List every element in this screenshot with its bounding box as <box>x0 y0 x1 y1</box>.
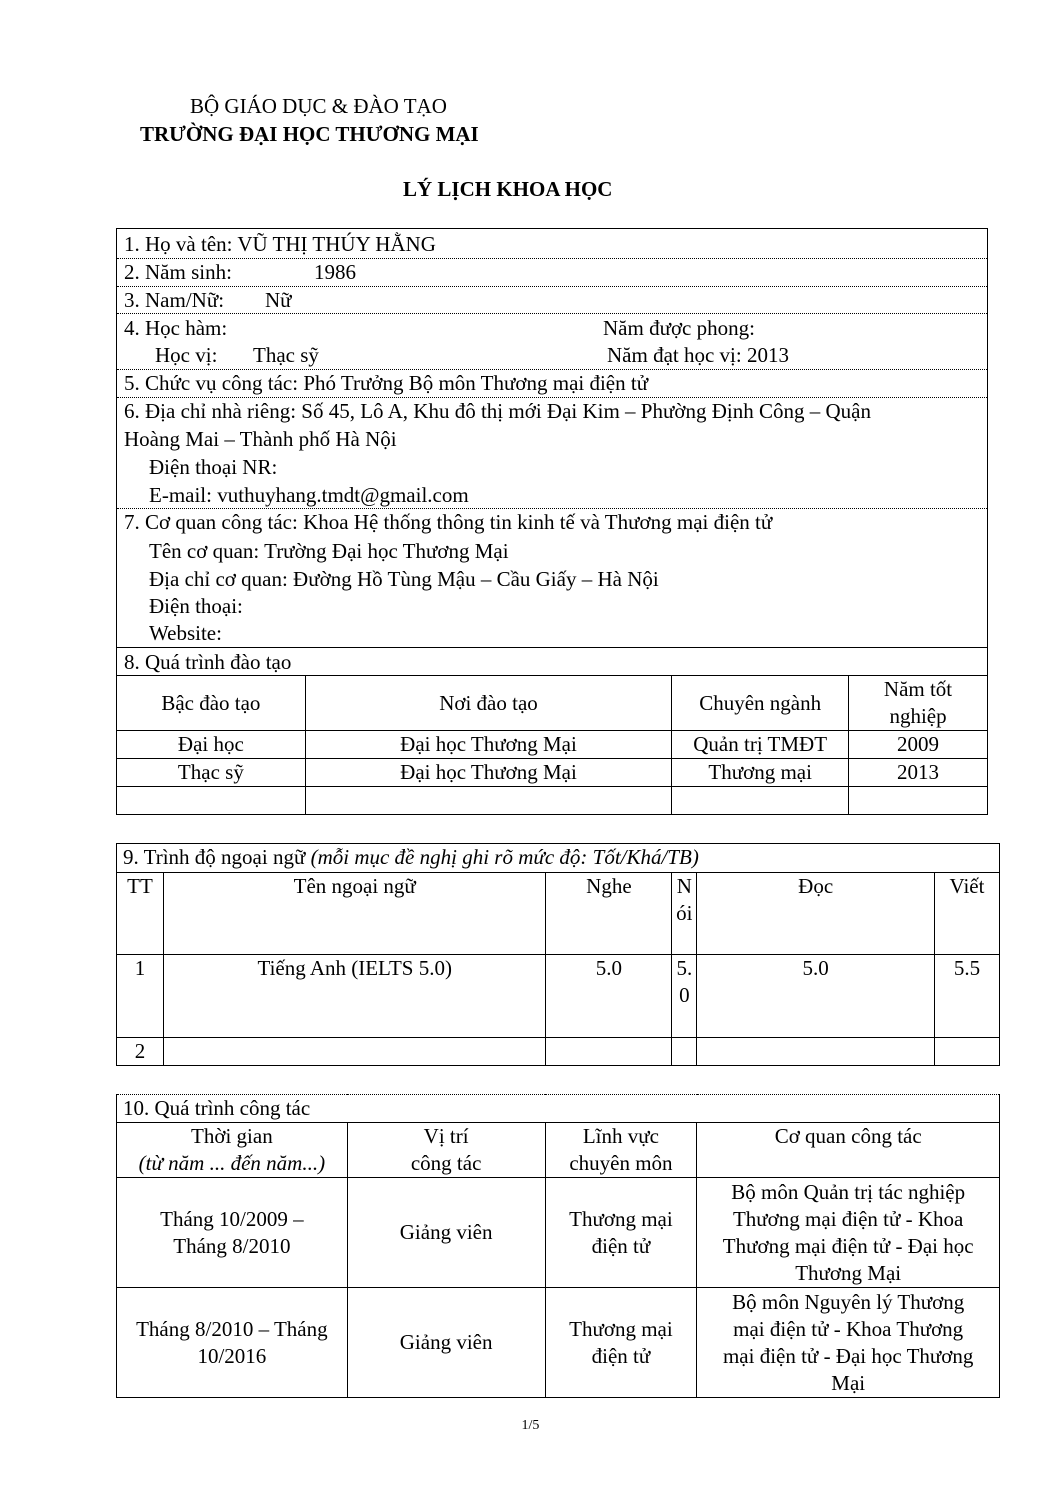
edu-cell-level: Đại học <box>117 731 306 759</box>
website-label: Website: <box>149 621 222 645</box>
work-agency-line4: Mại <box>831 1370 866 1395</box>
lang-cell-speaking <box>672 1038 697 1066</box>
languages-table <box>116 843 1000 1066</box>
work-header-agency: Cơ quan công tác <box>697 1123 1000 1178</box>
lang-cell-reading <box>697 1038 935 1066</box>
degree-year: Năm đạt học vị: 2013 <box>607 343 789 367</box>
lang-cell-index: 1 <box>117 955 164 1038</box>
edu-cell-level <box>117 787 306 815</box>
lang-cell-name: Tiếng Anh (IELTS 5.0) <box>163 955 546 1038</box>
languages-title-text: 9. Trình độ ngoại ngữ <box>123 845 311 869</box>
work-cell-agency <box>697 1288 1000 1398</box>
work-time-line2: 10/2016 <box>197 1343 267 1368</box>
work-header-position <box>347 1123 545 1178</box>
lang-cell-index: 2 <box>117 1038 164 1066</box>
university-name: TRƯỜNG ĐẠI HỌC THƯƠNG MẠI <box>140 122 479 146</box>
edu-cell-school <box>305 787 672 815</box>
edu-header-school: Nơi đào tạo <box>305 676 672 731</box>
name-field: 1. Họ và tên: VŨ THỊ THÚY HẰNG <box>124 232 436 256</box>
lang-header-listening: Nghe <box>546 873 672 955</box>
lang-cell-listening: 5.0 <box>546 955 672 1038</box>
edu-header-level: Bậc đào tạo <box>117 676 306 731</box>
lang-header-writing: Viết <box>935 873 1000 955</box>
work-header-time <box>117 1123 348 1178</box>
personal-info-section <box>116 228 988 676</box>
work-cell-agency <box>697 1178 1000 1288</box>
ministry-name: BỘ GIÁO DỤC & ĐÀO TẠO <box>190 94 447 118</box>
academic-rank-label: 4. Học hàm: <box>124 316 228 340</box>
lang-header-name: Tên ngoại ngữ <box>163 873 546 955</box>
work-field-line1: Thương mại <box>569 1316 673 1341</box>
agency-field: 7. Cơ quan công tác: Khoa Hệ thống thông tin kinh tế và Thương mại điện tử <box>124 510 773 534</box>
languages-section-title <box>117 844 1000 873</box>
work-cell-position: Giảng viên <box>347 1288 545 1398</box>
work-header-position-line1: Vị trí <box>423 1124 469 1148</box>
work-cell-time <box>117 1178 348 1288</box>
edu-cell-school: Đại học Thương Mại <box>305 759 672 787</box>
edu-header-major: Chuyên ngành <box>672 676 849 731</box>
agency-phone-label: Điện thoại: <box>149 594 243 618</box>
edu-cell-year: 2013 <box>849 759 988 787</box>
work-header-time-label: Thời gian <box>191 1124 273 1148</box>
table-row <box>117 1038 1000 1066</box>
lang-cell-reading: 5.0 <box>697 955 935 1038</box>
work-agency-line2: Thương mại điện tử - Khoa <box>732 1206 964 1231</box>
degree-value: Thạc sỹ <box>253 343 319 367</box>
lang-header-reading: Đọc <box>697 873 935 955</box>
work-agency-line1: Bộ môn Nguyên lý Thương <box>732 1289 965 1314</box>
edu-cell-year: 2009 <box>849 731 988 759</box>
work-header-position-line2: công tác <box>410 1151 482 1175</box>
languages-title-note: (mỗi mục đề nghị ghi rõ mức độ: Tốt/Khá/TB) <box>310 845 699 869</box>
table-row <box>117 731 988 759</box>
birth-label: 2. Năm sinh: <box>124 260 232 284</box>
work-time-line2: Tháng 8/2010 <box>173 1233 291 1258</box>
agency-name-field: Tên cơ quan: Trường Đại học Thương Mại <box>149 539 509 563</box>
lang-cell-writing: 5.5 <box>935 955 1000 1038</box>
lang-header-index: TT <box>117 873 164 955</box>
degree-label: Học vị: <box>155 343 218 367</box>
gender-label: 3. Nam/Nữ: <box>124 288 225 312</box>
work-cell-field <box>545 1178 697 1288</box>
work-section-title: 10. Quá trình công tác <box>117 1095 1000 1123</box>
work-time-line1: Tháng 8/2010 – Tháng <box>136 1316 328 1341</box>
edu-cell-school: Đại học Thương Mại <box>305 731 672 759</box>
education-table <box>116 675 988 815</box>
edu-cell-year <box>849 787 988 815</box>
lang-cell-name <box>163 1038 546 1066</box>
edu-header-year: Năm tốt nghiệp <box>849 676 988 731</box>
work-field-line2: điện tử <box>591 1343 651 1368</box>
work-field-line2: điện tử <box>591 1233 651 1258</box>
birth-value: 1986 <box>314 260 356 284</box>
home-address-line-1: 6. Địa chỉ nhà riêng: Số 45, Lô A, Khu đô thị mới Đại Kim – Phường Định Công – Quận <box>124 399 871 423</box>
page-title: LÝ LỊCH KHOA HỌC <box>403 177 613 201</box>
table-row <box>117 1178 1000 1288</box>
lang-cell-writing <box>935 1038 1000 1066</box>
position-field: 5. Chức vụ công tác: Phó Trưởng Bộ môn Thương mại điện tử <box>124 371 649 395</box>
gender-value: Nữ <box>265 288 292 312</box>
work-cell-field <box>545 1288 697 1398</box>
lang-cell-listening <box>546 1038 672 1066</box>
work-header-field-line1: Lĩnh vực <box>582 1124 659 1148</box>
page-number: 1/5 <box>521 1418 540 1433</box>
table-row <box>117 787 988 815</box>
table-row <box>117 1288 1000 1398</box>
table-row <box>117 955 1000 1038</box>
rank-year-label: Năm được phong: <box>603 316 755 340</box>
work-agency-line3: mại điện tử - Đại học Thương <box>722 1343 974 1368</box>
lang-cell-speaking: 5.0 <box>672 955 697 1038</box>
work-agency-line2: mại điện tử - Khoa Thương <box>733 1316 964 1341</box>
work-field-line1: Thương mại <box>569 1206 673 1231</box>
edu-cell-major <box>672 787 849 815</box>
work-agency-line4: Thương Mại <box>795 1260 902 1285</box>
edu-cell-level: Thạc sỹ <box>117 759 306 787</box>
work-history-table <box>116 1094 1000 1398</box>
work-agency-line1: Bộ môn Quản trị tác nghiệp <box>731 1179 966 1204</box>
lang-header-speaking: Nói <box>672 873 697 955</box>
work-cell-position: Giảng viên <box>347 1178 545 1288</box>
agency-address-field: Địa chỉ cơ quan: Đường Hồ Tùng Mậu – Cầu Giấy – Hà Nội <box>149 567 659 591</box>
home-phone-label: Điện thoại NR: <box>149 455 278 479</box>
work-header-time-note: (từ năm ... đến năm...) <box>138 1151 326 1175</box>
education-section-title: 8. Quá trình đào tạo <box>124 650 292 674</box>
email-field: E-mail: vuthuyhang.tmdt@gmail.com <box>149 483 469 507</box>
work-cell-time <box>117 1288 348 1398</box>
table-row <box>117 759 988 787</box>
work-time-line1: Tháng 10/2009 – <box>160 1206 304 1231</box>
work-agency-line3: Thương mại điện tử - Đại học <box>722 1233 974 1258</box>
home-address-line-2: Hoàng Mai – Thành phố Hà Nội <box>124 427 397 451</box>
work-header-field-line2: chuyên môn <box>569 1151 673 1175</box>
work-header-field <box>545 1123 697 1178</box>
edu-cell-major: Thương mại <box>672 759 849 787</box>
edu-cell-major: Quản trị TMĐT <box>672 731 849 759</box>
